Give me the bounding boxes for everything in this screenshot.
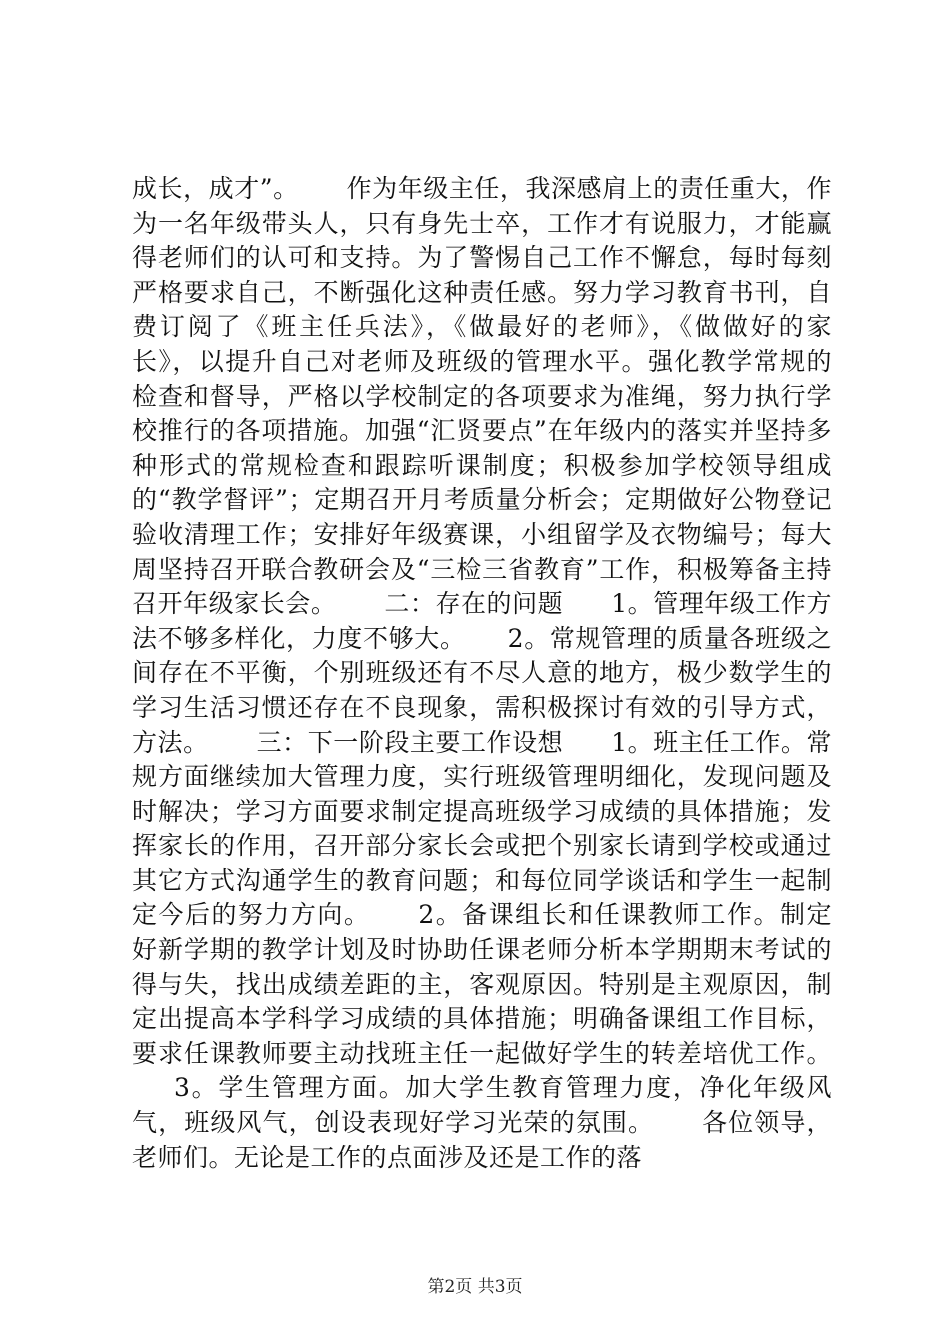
text-line: 定期召开月考质量分析会；定期做好公物登记验收清理工作；	[132, 485, 832, 549]
text-line: 班主任一起做好学生的转差培优工作。	[391, 1038, 832, 1068]
text-line: 安排好年级赛课，小组留学及衣物编号；每大周坚持召开联合	[132, 519, 832, 584]
text-line: 己对老师及班级的管理水平。强化教学常规的检查和督导，严	[132, 346, 832, 411]
text-line: 三：下一阶段主要工作设想	[256, 727, 564, 757]
text-line: 二：存在的问题	[384, 589, 564, 619]
text-line: 1。班主任工作。常规方面继续加大管理力度，实行班级管	[132, 727, 832, 792]
text-line: 不尽人意的地方，极少数学生的学习生活习惯还存在不良现象，	[132, 658, 832, 722]
text-line: 理明细化，发现问题及时解决；学习方面要求制定提高班级学	[132, 762, 832, 826]
text-line: 时协助任课老师分析本学期期末考试的得与失，找出成绩差距	[132, 935, 832, 999]
text-line: 习成绩的具体措施；发挥家长的作用，召开部分家长会或把个	[132, 796, 832, 861]
text-line: 检查和跟踪听课制度；积极参加学校领导组成的“教学督评”；	[132, 450, 832, 515]
text-line: 的主，客观原因。特别是主观原因，制定出提高本学科学习成	[132, 969, 832, 1034]
text-line: 各位领导，老师们。无论是工作的点面涉及还是工作的落	[132, 1108, 832, 1172]
text-line: 绩的具体措施；明确备课组工作目标，要求任课教师要主动找	[132, 1004, 832, 1068]
text-line: 1。管理年级工作方法不够多样化，力度不够大。	[132, 589, 832, 653]
text-line: 会。	[285, 589, 337, 619]
text-line: 同学谈话和学生一起制定今后的努力方向。	[132, 865, 832, 930]
text-line: 作为年级主任，我深感肩上的责任重大，作为一名年级带	[132, 174, 832, 238]
text-line: 成长，成才”。	[132, 174, 299, 203]
text-line: 不断强化这种责任感。努力学习教育书刊，自费订阅了《班主	[132, 277, 832, 342]
text-line: 任兵法》，《做最好的老师》，《做做好的家长》，以提升自	[132, 312, 832, 376]
text-line: 头人，只有身先士卒，工作才有说服力，才能赢得老师们的认	[132, 208, 832, 273]
text-line: 可和支持。为了警惕自己工作不懈怠，每时每刻严格要求自己，	[132, 243, 832, 307]
text-line: 格以学校制定的各项要求为准绳，努力执行学校推行的各项措	[132, 381, 832, 446]
page-footer: 第2页 共3页	[427, 1277, 523, 1297]
text-line: 施。加强“汇贤要点”在年级内的落实并坚持多种形式的常规	[132, 416, 832, 480]
text-line: 2。备课组长和任课教师工作。制定好新学期的教学计划及	[132, 900, 832, 965]
text-line: 需积极探讨有效的引导方式，方法。	[132, 692, 832, 757]
document-body	[132, 172, 832, 1175]
text-line: 3。学生管理方面。加大学生教育管理力度，净化年级风气，	[132, 1073, 832, 1138]
text-line: 教研会及“三检三省教育”工作，积极筹备主持召开年级家长	[132, 554, 832, 619]
text-line: 别家长请到学校或通过其它方式沟通学生的教育问题；和每位	[132, 831, 832, 895]
text-line: 2。常规管理的质量各班级之间存在不平衡，个别班级还有	[132, 623, 832, 688]
text-line: 班级风气，创设表现好学习光荣的氛围。	[184, 1108, 655, 1138]
